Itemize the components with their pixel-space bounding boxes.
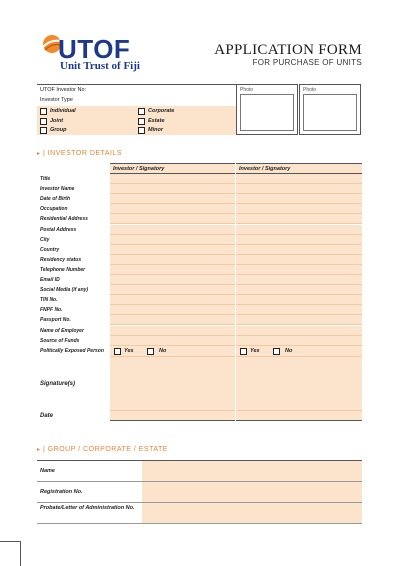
input-cell-1[interactable] bbox=[110, 204, 235, 214]
table-row bbox=[37, 326, 362, 336]
pep-label: Politically Exposed Person bbox=[40, 347, 104, 354]
signature-box-2[interactable] bbox=[236, 357, 362, 411]
signature-row bbox=[37, 357, 362, 411]
input-cell-1[interactable] bbox=[110, 245, 235, 255]
date-cell-2[interactable] bbox=[236, 411, 362, 421]
input-cell-1[interactable] bbox=[110, 255, 235, 265]
column-header-1-text: Investor / Signatory bbox=[113, 166, 165, 172]
table-row bbox=[37, 295, 362, 305]
heading-arrow-icon: ▸ bbox=[37, 447, 41, 453]
input-cell-2[interactable] bbox=[236, 225, 362, 235]
row-label: TIN No. bbox=[40, 297, 58, 304]
input-cell-2[interactable] bbox=[236, 204, 362, 214]
table-row bbox=[37, 305, 362, 315]
input-cell-1[interactable] bbox=[110, 235, 235, 245]
pep-row bbox=[37, 346, 362, 357]
pep-yes-checkbox-1[interactable] bbox=[114, 348, 121, 355]
date-label: Date bbox=[40, 412, 54, 419]
table-row bbox=[37, 255, 362, 265]
date-cell-1[interactable] bbox=[110, 411, 235, 421]
checkbox-group[interactable] bbox=[40, 127, 47, 134]
utof-logo bbox=[40, 33, 150, 75]
input-cell-1[interactable] bbox=[110, 194, 235, 204]
row-label: FNPF No. bbox=[40, 307, 63, 314]
investor-no-row[interactable] bbox=[37, 85, 236, 95]
date-row bbox=[37, 411, 362, 421]
label-corporate: Corporate bbox=[148, 108, 175, 114]
photo-label-2: Photo bbox=[303, 87, 317, 93]
group-row bbox=[37, 503, 362, 523]
photo-box-1[interactable] bbox=[236, 84, 298, 135]
input-cell-1[interactable] bbox=[110, 326, 235, 336]
pep-no-checkbox-2[interactable] bbox=[273, 348, 280, 355]
investor-type-options bbox=[37, 106, 236, 135]
column-header-2-text: Investor / Signatory bbox=[239, 166, 291, 172]
investor-details-heading-text: | INVESTOR DETAILS bbox=[42, 150, 122, 157]
table-row bbox=[37, 315, 362, 325]
table-row bbox=[37, 214, 362, 224]
logo-subtitle: Unit Trust of Fiji bbox=[60, 60, 140, 72]
input-cell-1[interactable] bbox=[110, 225, 235, 235]
group-row-label: Probate/Letter of Administration No. bbox=[40, 505, 135, 511]
input-cell-2[interactable] bbox=[236, 315, 362, 325]
table-row bbox=[37, 285, 362, 295]
row-label: Residential Address bbox=[40, 216, 88, 223]
group-row-label: Name bbox=[40, 468, 55, 474]
table-row bbox=[37, 174, 362, 184]
input-cell-2[interactable] bbox=[236, 275, 362, 285]
input-cell-2[interactable] bbox=[236, 285, 362, 295]
form-subtitle: FOR PURCHASE OF UNITS bbox=[252, 58, 362, 67]
input-cell-2[interactable] bbox=[236, 305, 362, 315]
table-row bbox=[37, 235, 362, 245]
input-cell-2[interactable] bbox=[236, 295, 362, 305]
row-label: Residency status bbox=[40, 256, 82, 263]
row-label: City bbox=[40, 236, 50, 243]
pep-yes-label-2: Yes bbox=[250, 347, 260, 354]
pep-yes-label-1: Yes bbox=[124, 347, 134, 354]
row-label: Email ID bbox=[40, 277, 60, 283]
input-cell-1[interactable] bbox=[110, 295, 235, 305]
pep-yes-checkbox-2[interactable] bbox=[240, 348, 247, 355]
input-cell-1[interactable] bbox=[110, 305, 235, 315]
investor-no-label: UTOF Investor No: bbox=[40, 87, 87, 93]
group-input-cell[interactable] bbox=[142, 482, 362, 502]
group-section-heading bbox=[37, 446, 168, 453]
investor-type-label: Investor Type bbox=[40, 97, 73, 103]
row-label: Name of Employer bbox=[40, 327, 84, 334]
row-label: Source of Funds bbox=[40, 337, 80, 344]
pep-no-checkbox-1[interactable] bbox=[147, 348, 154, 355]
label-estate: Estate bbox=[148, 118, 165, 124]
input-cell-2[interactable] bbox=[236, 265, 362, 275]
table-row bbox=[37, 204, 362, 214]
investor-type-row bbox=[37, 95, 236, 105]
photo-label-1: Photo bbox=[240, 87, 254, 93]
page-corner-mark-vertical bbox=[20, 541, 21, 566]
row-label: Title bbox=[40, 176, 51, 182]
label-joint: Joint bbox=[50, 118, 64, 124]
page-corner-mark bbox=[0, 541, 20, 542]
table-row bbox=[37, 184, 362, 194]
row-label: Social Media (if any) bbox=[40, 287, 89, 294]
photo-area-1 bbox=[240, 94, 294, 131]
input-cell-2[interactable] bbox=[236, 235, 362, 245]
table-row bbox=[37, 245, 362, 255]
group-row-label: Registration No. bbox=[40, 489, 83, 495]
input-cell-1[interactable] bbox=[110, 336, 235, 346]
column-header-2 bbox=[236, 163, 362, 174]
row-label: Occupation bbox=[40, 206, 68, 213]
table-row bbox=[37, 194, 362, 204]
group-row bbox=[37, 482, 362, 502]
heading-arrow-icon: ▸ bbox=[37, 151, 41, 157]
label-minor: Minor bbox=[148, 127, 163, 133]
label-group: Group bbox=[50, 127, 67, 133]
investor-info-block bbox=[37, 84, 236, 134]
input-cell-2[interactable] bbox=[236, 326, 362, 336]
photo-box-2[interactable] bbox=[299, 84, 361, 135]
row-label: Investor Name bbox=[40, 186, 75, 193]
checkbox-estate[interactable] bbox=[138, 118, 145, 125]
input-cell-2[interactable] bbox=[236, 245, 362, 255]
row-label: Passport No. bbox=[40, 317, 71, 324]
photo-area-2 bbox=[303, 94, 357, 131]
input-cell-1[interactable] bbox=[110, 315, 235, 325]
pep-no-label-1: No bbox=[159, 347, 167, 354]
signature-box-1[interactable] bbox=[110, 357, 235, 411]
row-divider bbox=[37, 523, 362, 524]
input-cell-1[interactable] bbox=[110, 285, 235, 295]
label-individual: Individual bbox=[50, 108, 76, 114]
table-row bbox=[37, 336, 362, 346]
table-row bbox=[37, 275, 362, 285]
pep-no-label-2: No bbox=[285, 347, 293, 354]
signature-label: Signature(s) bbox=[40, 380, 76, 387]
input-cell-1[interactable] bbox=[110, 214, 235, 224]
form-title: APPLICATION FORM bbox=[214, 42, 362, 58]
table-row bbox=[37, 265, 362, 275]
table-row bbox=[37, 225, 362, 235]
checkbox-individual[interactable] bbox=[40, 108, 47, 115]
group-section-heading-text: | GROUP / CORPORATE / ESTATE bbox=[42, 446, 168, 453]
row-label: Country bbox=[40, 246, 60, 253]
input-cell-1[interactable] bbox=[110, 174, 235, 184]
group-input-cell[interactable] bbox=[142, 461, 362, 481]
group-input-cell[interactable] bbox=[142, 503, 362, 523]
input-cell-1[interactable] bbox=[110, 184, 235, 194]
input-cell-2[interactable] bbox=[236, 174, 362, 184]
input-cell-1[interactable] bbox=[110, 265, 235, 275]
checkbox-minor[interactable] bbox=[138, 127, 145, 134]
input-cell-2[interactable] bbox=[236, 214, 362, 224]
row-label: Date of Birth bbox=[40, 196, 70, 203]
input-cell-1[interactable] bbox=[110, 275, 235, 285]
row-label: Telephone Number bbox=[40, 266, 86, 273]
checkbox-corporate[interactable] bbox=[138, 108, 145, 115]
logo-text: UTOF bbox=[58, 34, 131, 64]
checkbox-joint[interactable] bbox=[40, 118, 47, 125]
column-header-1 bbox=[110, 163, 235, 174]
row-label: Postal Address bbox=[40, 226, 77, 233]
input-cell-2[interactable] bbox=[236, 255, 362, 265]
input-cell-2[interactable] bbox=[236, 336, 362, 346]
input-cell-2[interactable] bbox=[236, 184, 362, 194]
investor-details-heading bbox=[37, 150, 122, 157]
input-cell-2[interactable] bbox=[236, 194, 362, 204]
group-row bbox=[37, 461, 362, 481]
